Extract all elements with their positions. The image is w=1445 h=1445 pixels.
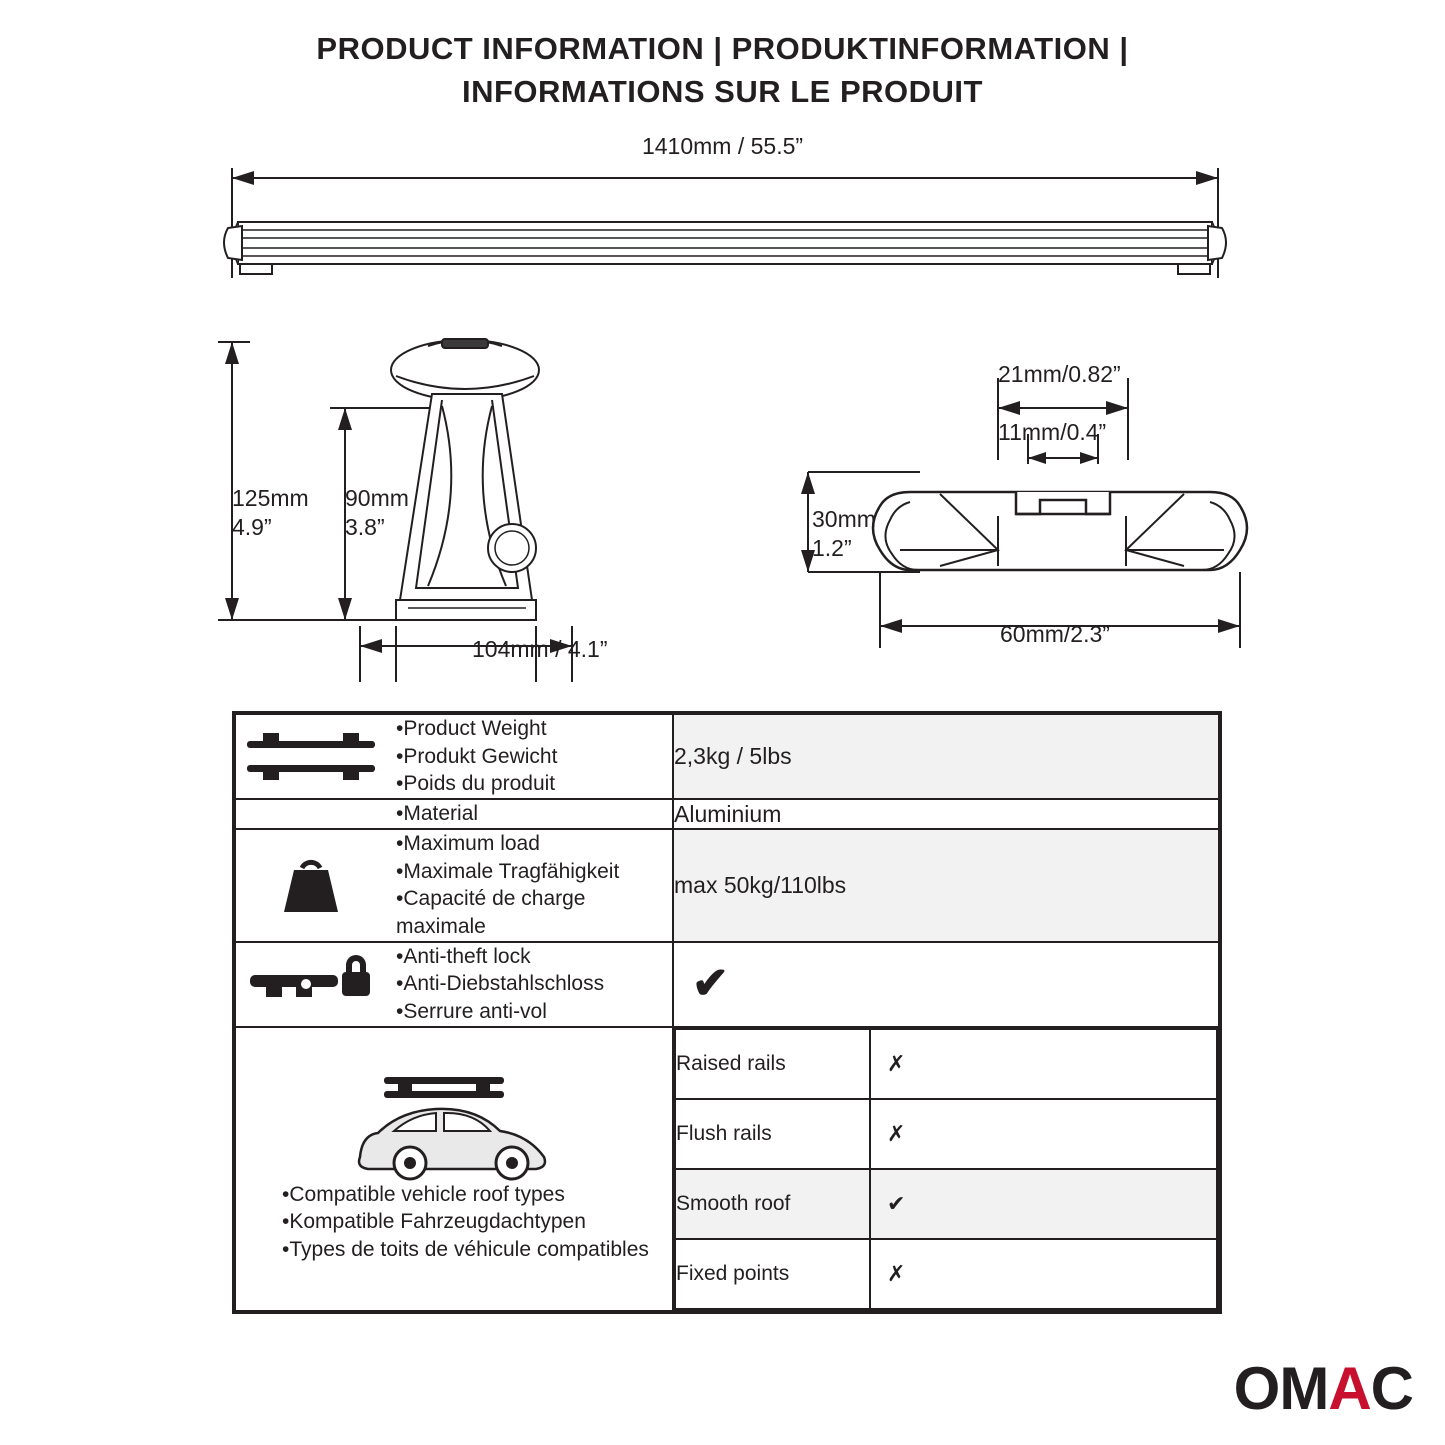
row-material-labels [396,800,672,828]
row-lock-value-cell [673,942,1219,1027]
row-weight-label-cell [235,714,673,799]
row-weight-label-de: •Produkt Gewicht [396,744,558,768]
overall-length-label: 1410mm / 55.5” [641,133,804,159]
row-lock-label-en: •Anti-theft lock [396,944,531,968]
foot-inner-height-mm: 90mm [345,485,409,511]
roof-type-flush-rails-label: Flush rails [675,1099,870,1169]
specification-table [232,711,1222,1314]
bar-height-in: 1.2” [812,534,852,561]
table-row [235,714,1219,799]
row-compat-label-en: •Compatible vehicle roof types [282,1182,565,1206]
row-lock-checkmark: ✔ [692,959,729,1009]
bar-height-mm: 30mm [812,506,876,532]
row-lock-labels [396,943,672,1026]
row-maxload-label-cell [235,829,673,942]
row-maxload-label-en: •Maximum load [396,831,540,855]
row-material-label-en: •Material [396,802,479,826]
table-row [235,829,1219,942]
row-weight-label-en: •Product Weight [396,717,547,740]
page-title-line-1: PRODUCT INFORMATION | PRODUKTINFORMATION | [316,31,1129,66]
row-maxload-value: max 50kg/110lbs [673,829,1219,942]
row-weight-labels [396,715,672,798]
foot-inner-height-label [345,484,409,542]
crossbars-icon [236,729,386,785]
car-with-rack-icon [248,1071,664,1181]
roof-type-row [675,1239,1217,1309]
roof-type-raised-rails-label: Raised rails [675,1029,870,1099]
row-compat-label-fr: •Types de toits de véhicule compatibles [282,1237,649,1261]
crossbar-side-view-drawing [210,160,1240,300]
row-compat-label-cell [235,1027,673,1311]
bar-width-label: 60mm/2.3” [1000,621,1110,647]
roof-type-row [675,1099,1217,1169]
logo-letter-c: C [1370,1355,1413,1422]
lock-icon [236,953,386,1015]
row-maxload-label-de: •Maximale Tragfähigkeit [396,859,620,883]
page-title-line-2: INFORMATIONS SUR LE PRODUIT [462,73,983,109]
slot-inner-width-label: 11mm/0.4” [998,419,1107,445]
row-material-value: Aluminium [673,799,1219,829]
roof-type-row [675,1029,1217,1099]
table-row [235,942,1219,1027]
slot-outer-width-label: 21mm/0.82” [998,361,1121,387]
foot-inner-height-in: 3.8” [345,513,385,540]
page-title [0,28,1445,114]
row-lock-label-fr: •Serrure anti-vol [396,1000,547,1024]
logo-letter-m: M [1279,1355,1329,1422]
row-weight-value: 2,3kg / 5lbs [673,714,1219,799]
foot-total-height-in: 4.9” [232,513,272,540]
roof-type-raised-rails-mark: ✗ [870,1029,1217,1099]
row-lock-label-cell [235,942,673,1027]
brand-logo [1234,1354,1413,1423]
foot-width-label: 104mm / 4.1” [472,636,608,662]
roof-type-options-cell [673,1027,1219,1311]
table-row [235,799,1219,829]
roof-type-flush-rails-mark: ✗ [870,1099,1217,1169]
row-lock-label-de: •Anti-Diebstahlschloss [396,972,605,996]
roof-type-fixed-points-mark: ✗ [870,1239,1217,1309]
roof-type-row [675,1169,1217,1239]
roof-type-fixed-points-label: Fixed points [675,1239,870,1309]
logo-letter-o: O [1233,1355,1280,1422]
row-compat-labels [248,1181,664,1263]
roof-type-smooth-roof-label: Smooth roof [675,1169,870,1239]
foot-total-height-label [232,484,309,542]
bar-height-label [812,505,876,563]
row-weight-label-fr: •Poids du produit [396,772,556,796]
weight-icon [236,854,386,916]
logo-letter-a: A [1328,1355,1371,1422]
row-compat-label-de: •Kompatible Fahrzeugdachtypen [282,1210,586,1234]
row-material-label-cell [235,799,673,829]
row-maxload-label-fr: •Capacité de charge maximale [396,887,586,939]
row-maxload-labels [396,830,672,941]
table-row [235,1027,1219,1311]
roof-type-smooth-roof-mark: ✔ [870,1169,1217,1239]
foot-total-height-mm: 125mm [232,485,309,511]
